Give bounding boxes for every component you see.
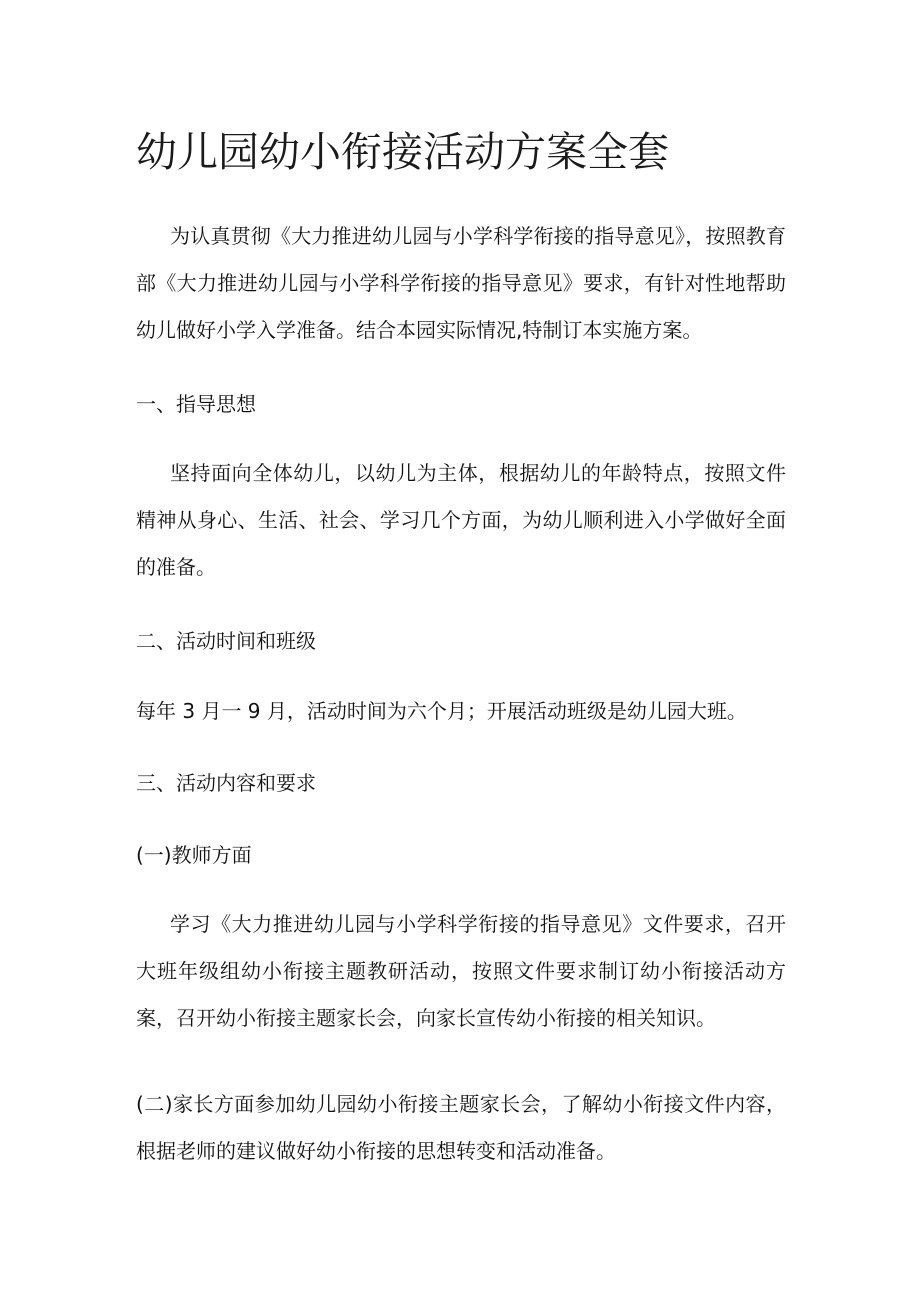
section2-heading: 二、活动时间和班级: [136, 629, 316, 653]
intro-paragraph: 为认真贯彻《大力推进幼儿园与小学科学衔接的指导意见》，按照教育部《大力推进幼儿园与小学科学衔接的指导意见》要求，有针对性地帮助幼儿做好小学入学准备。结合本园实际情况,特制订本实施方案。: [136, 224, 786, 342]
subsection1-heading: (一)教师方面: [136, 843, 252, 867]
section2-paragraph: 每年 3 月一 9 月，活动时间为六个月；开展活动班级是幼儿园大班。: [136, 699, 747, 723]
section3-heading: 三、活动内容和要求: [136, 771, 316, 795]
document-title: 幼儿园幼小衔接活动方案全套: [136, 128, 669, 176]
section1-heading: 一、指导思想: [136, 392, 256, 416]
section1-paragraph: 坚持面向全体幼儿，以幼儿为主体，根据幼儿的年龄特点，按照文件精神从身心、生活、社会、学习几个方面，为幼儿顺利进入小学做好全面的准备。: [136, 461, 786, 579]
subsection2-paragraph: (二)家长方面参加幼儿园幼小衔接主题家长会，了解幼小衔接文件内容，根据老师的建议做好幼小衔接的思想转变和活动准备。: [136, 1092, 786, 1163]
subsection1-paragraph: 学习《大力推进幼儿园与小学科学衔接的指导意见》文件要求，召开大班年级组幼小衔接主题教研活动，按照文件要求制订幼小衔接活动方案，召开幼小衔接主题家长会，向家长宣传幼小衔接的相关知识。: [136, 912, 786, 1030]
